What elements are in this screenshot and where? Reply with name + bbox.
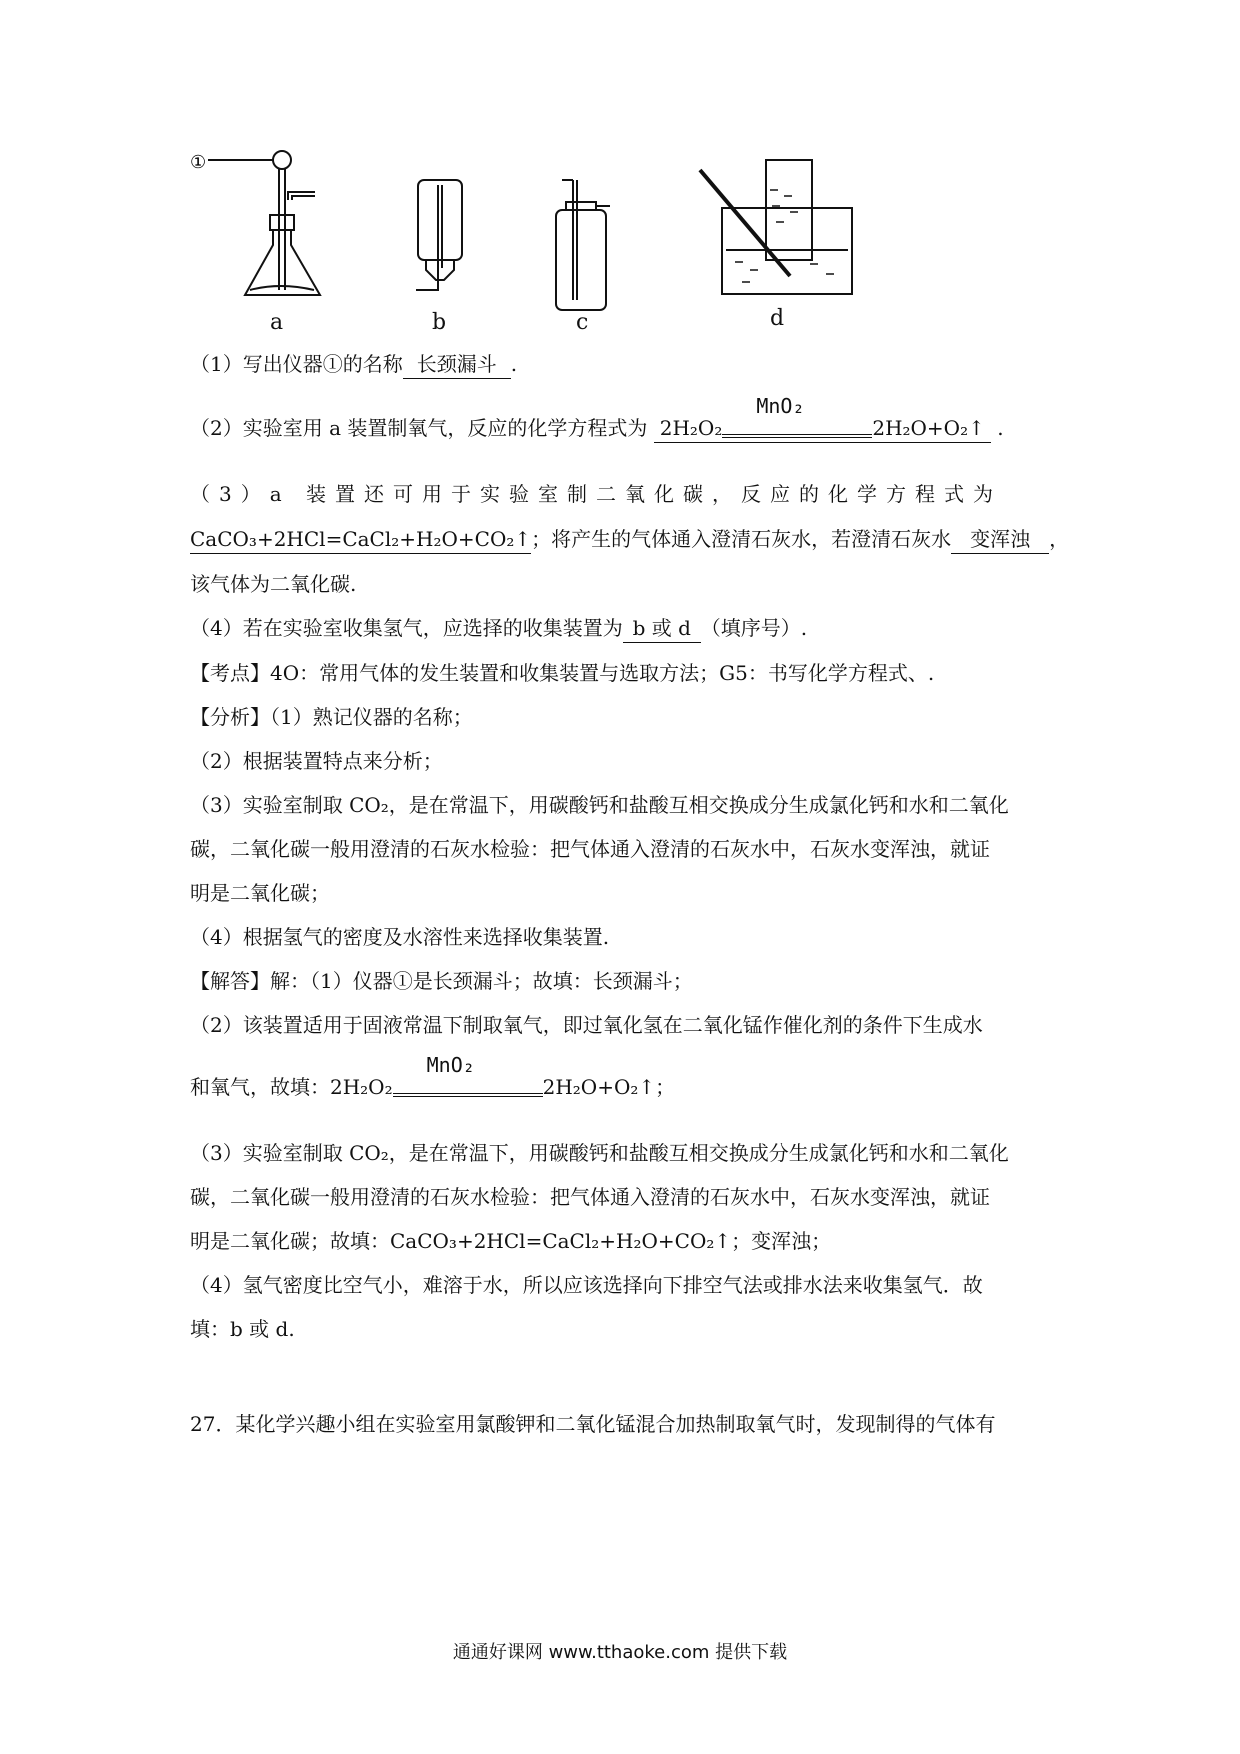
fenxi-1: 【分析】（1）熟记仪器的名称； — [190, 705, 473, 729]
jieda-7: （4）氢气密度比空气小，难溶于水，所以应该选择向下排空气法或排水法来收集氢气．故 — [190, 1273, 983, 1297]
answer-1: 长颈漏斗 — [403, 350, 511, 379]
apparatus-drawing — [190, 150, 890, 340]
label-b: b — [432, 310, 447, 335]
jieda-3: 和氧气，故填：2H₂O₂ MnO₂ 2H₂O+O₂↑； — [190, 1053, 676, 1099]
fenxi-3: （3）实验室制取 CO₂，是在常温下，用碳酸钙和盐酸互相交换成分生成氯化钙和水和二氧化 — [190, 793, 1009, 817]
apparatus-figure — [190, 150, 890, 344]
answer-3-equation: CaCO₃+2HCl=CaCl₂+H₂O+CO₂↑ — [190, 525, 531, 554]
jieda-4: （3）实验室制取 CO₂，是在常温下，用碳酸钙和盐酸互相交换成分生成氯化钙和水和二氧化 — [190, 1141, 1009, 1165]
fenxi-2: （2）根据装置特点来分析； — [190, 749, 443, 773]
question-27: 27．某化学兴趣小组在实验室用氯酸钾和二氧化锰混合加热制取氧气时，发现制得的气体有 — [190, 1412, 996, 1436]
label-a: a — [270, 310, 284, 335]
question-3-line-1: （3）a 装置还可用于实验室制二氧化碳，反应的化学方程式为 — [190, 482, 1003, 506]
question-2: （2）实验室用 a 装置制氧气，反应的化学方程式为 2H₂O₂ MnO₂ 2H₂O+O₂↑ . — [190, 414, 1060, 443]
jieda-8: 填：b 或 d. — [190, 1317, 295, 1341]
answer-3: 变浑浊 — [951, 525, 1049, 554]
question-3-line-3: 该气体为二氧化碳. — [190, 572, 357, 596]
question-3-line-2: CaCO₃+2HCl=CaCl₂+H₂O+CO₂↑；将产生的气体通入澄清石灰水，若澄清石灰水 变浑浊 ， — [190, 525, 1060, 554]
jieda-2: （2）该装置适用于固液常温下制取氧气，即过氧化氢在二氧化锰作催化剂的条件下生成水 — [190, 1013, 983, 1037]
footer-source: 通通好课网 www.tthaoke.com 提供下载 — [452, 1642, 788, 1663]
question-4: （4）若在实验室收集氢气，应选择的收集装置为 b 或 d （填序号）. — [190, 614, 1060, 643]
fenxi-6: （4）根据氢气的密度及水溶性来选择收集装置. — [190, 925, 610, 949]
fenxi-4: 碳，二氧化碳一般用澄清的石灰水检验：把气体通入澄清的石灰水中，石灰水变浑浊，就证 — [190, 837, 990, 861]
fenxi-5: 明是二氧化碳； — [190, 881, 330, 905]
label-c: c — [576, 310, 589, 335]
jieda-1: 【解答】解：（1）仪器①是长颈漏斗；故填：长颈漏斗； — [190, 969, 693, 993]
question-1: （1）写出仪器①的名称 长颈漏斗 . — [190, 350, 1060, 379]
kaodian: 【考点】4O：常用气体的发生装置和收集装置与选取方法；G5：书写化学方程式、. — [190, 661, 935, 685]
label-d: d — [770, 306, 785, 331]
answer-4: b 或 d — [623, 614, 701, 643]
jieda-6: 明是二氧化碳；故填：CaCO₃+2HCl=CaCl₂+H₂O+CO₂↑；变浑浊； — [190, 1229, 832, 1253]
marker-circle-one: ① — [190, 152, 207, 173]
jieda-5: 碳，二氧化碳一般用澄清的石灰水检验：把气体通入澄清的石灰水中，石灰水变浑浊，就证 — [190, 1185, 990, 1209]
